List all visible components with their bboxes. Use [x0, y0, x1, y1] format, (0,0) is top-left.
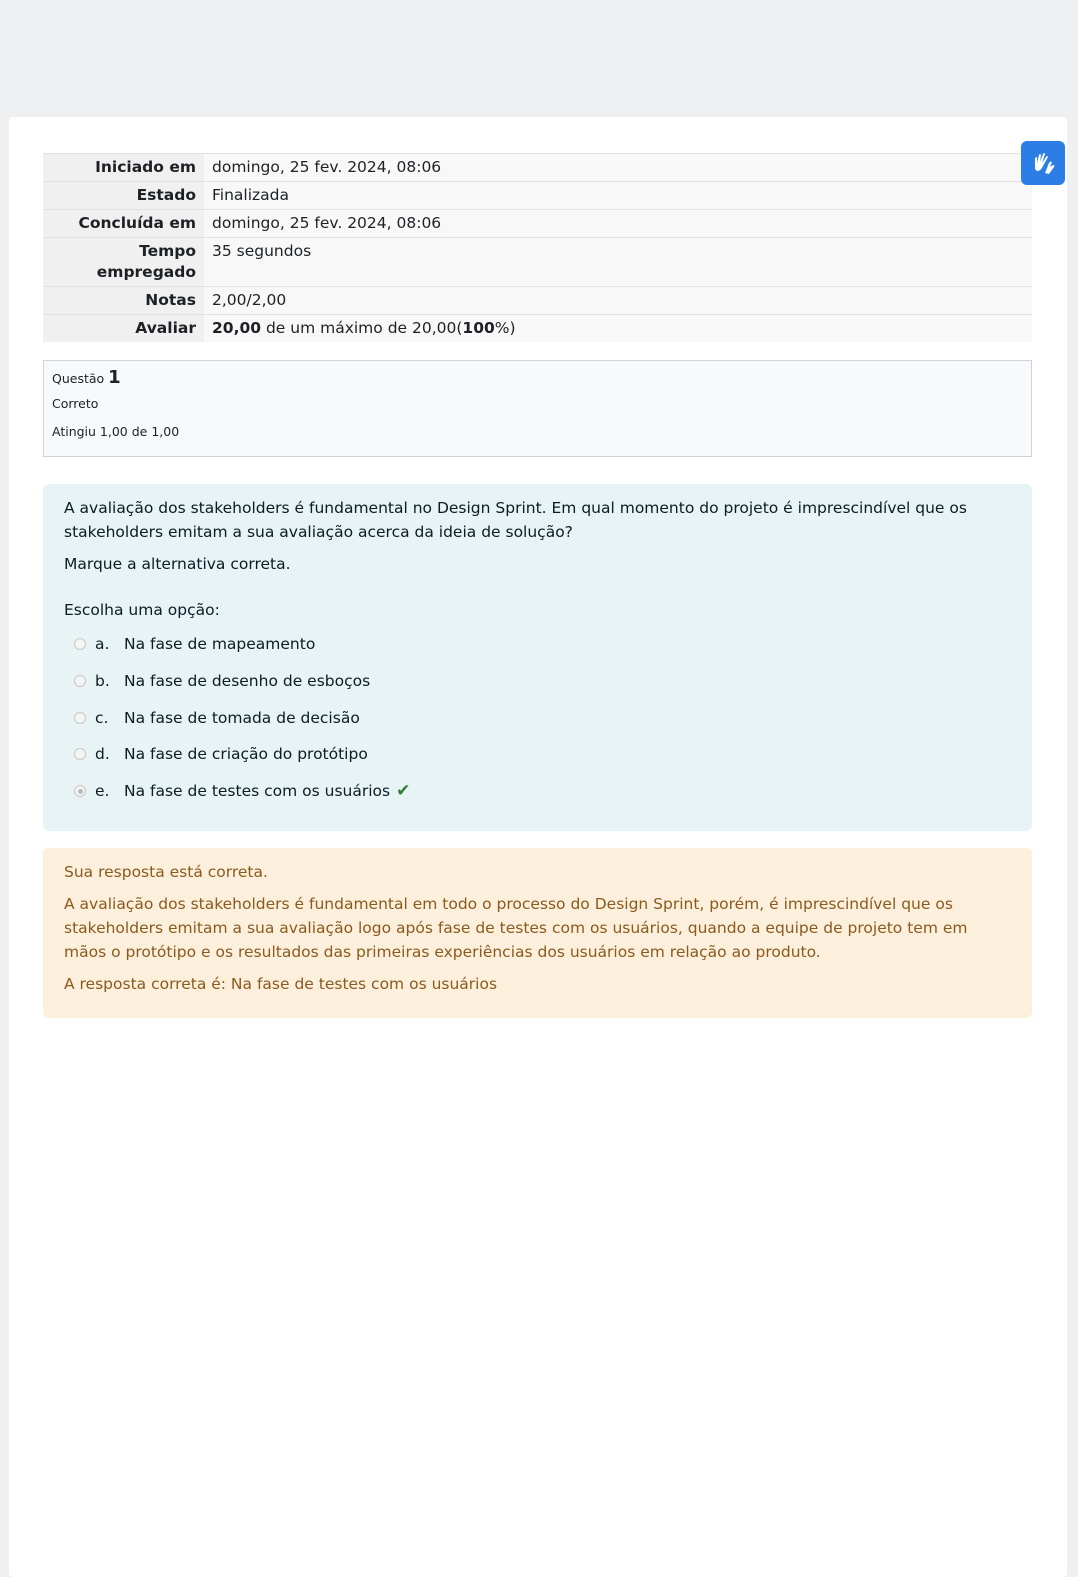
- feedback-status: Sua resposta está correta.: [64, 863, 268, 881]
- summary-row: [43, 182, 1032, 210]
- answer-prompt: Escolha uma opção:: [64, 601, 220, 619]
- option-d[interactable]: [64, 736, 1011, 773]
- summary-value: Finalizada: [204, 182, 1032, 210]
- option-letter: d.: [95, 745, 110, 764]
- attempt-summary-table: [43, 153, 1032, 342]
- question-instruction: Marque a alternativa correta.: [64, 555, 291, 573]
- grade-middle: de um máximo de 20,00(: [261, 319, 463, 337]
- summary-row: [43, 210, 1032, 238]
- sign-language-hands-icon: [1029, 149, 1057, 177]
- option-text: Na fase de testes com os usuários: [124, 782, 391, 801]
- radio-button[interactable]: [74, 638, 86, 650]
- question-text: A avaliação dos stakeholders é fundamental no Design Sprint. Em qual momento do projeto é imprescindível que os stakeholders emitam a sua avaliação acerca da ideia de solução?: [64, 499, 967, 541]
- option-letter: e.: [95, 782, 110, 801]
- summary-label: Notas: [43, 287, 204, 315]
- summary-value: domingo, 25 fev. 2024, 08:06: [204, 154, 1032, 182]
- grade-value: [204, 315, 1032, 343]
- option-letter: a.: [95, 635, 110, 654]
- option-letter: b.: [95, 672, 110, 691]
- question-num: 1: [108, 367, 121, 388]
- summary-row: [43, 238, 1032, 287]
- question-number: [52, 367, 1023, 390]
- grade-label: Avaliar: [43, 315, 204, 343]
- option-c[interactable]: [64, 699, 1011, 736]
- answer-options: [64, 626, 1011, 809]
- summary-label: Iniciado em: [43, 154, 204, 182]
- option-text: Na fase de tomada de decisão: [124, 708, 360, 727]
- option-e[interactable]: [64, 773, 1011, 810]
- summary-value: domingo, 25 fev. 2024, 08:06: [204, 210, 1032, 238]
- question-prefix: Questão: [52, 371, 105, 386]
- summary-label: Estado: [43, 182, 204, 210]
- radio-button[interactable]: [74, 675, 86, 687]
- feedback-box: [43, 848, 1032, 1018]
- feedback-right-answer: A resposta correta é: Na fase de testes com os usuários: [64, 975, 498, 993]
- option-b[interactable]: [64, 663, 1011, 700]
- summary-value: 35 segundos: [204, 238, 1032, 287]
- radio-button-selected[interactable]: [74, 785, 86, 797]
- option-text: Na fase de criação do protótipo: [124, 745, 368, 764]
- option-letter: c.: [95, 708, 109, 727]
- feedback-explanation: A avaliação dos stakeholders é fundamental em todo o processo do Design Sprint, porém, é imprescindível que os stakeholders emitam a sua avaliação logo após fase de testes com os usuários, quando a equipe de projeto tem em mãos o protótipo e os resultados das primeiras experiências dos usuários em relação ao produto.: [64, 895, 968, 961]
- summary-label: Tempo empregado: [43, 238, 204, 287]
- question-content: [43, 484, 1032, 831]
- option-text: Na fase de mapeamento: [124, 635, 316, 654]
- summary-row-grade: [43, 315, 1032, 343]
- option-a[interactable]: [64, 626, 1011, 663]
- question-state: Correto: [52, 396, 99, 411]
- grade-percent: 100: [462, 319, 495, 337]
- vlibras-accessibility-button[interactable]: [1021, 141, 1065, 185]
- grade-score: 20,00: [212, 319, 262, 337]
- summary-row: [43, 154, 1032, 182]
- option-text: Na fase de desenho de esboços: [124, 672, 371, 691]
- summary-label: Concluída em: [43, 210, 204, 238]
- radio-button[interactable]: [74, 712, 86, 724]
- question-mark: Atingiu 1,00 de 1,00: [52, 424, 180, 439]
- grade-suffix: %): [494, 319, 516, 337]
- summary-value: 2,00/2,00: [204, 287, 1032, 315]
- radio-button[interactable]: [74, 748, 86, 760]
- question-info: [43, 360, 1032, 457]
- summary-row: [43, 287, 1032, 315]
- checkmark-icon: ✔: [396, 781, 411, 802]
- page-content: [9, 117, 1067, 1577]
